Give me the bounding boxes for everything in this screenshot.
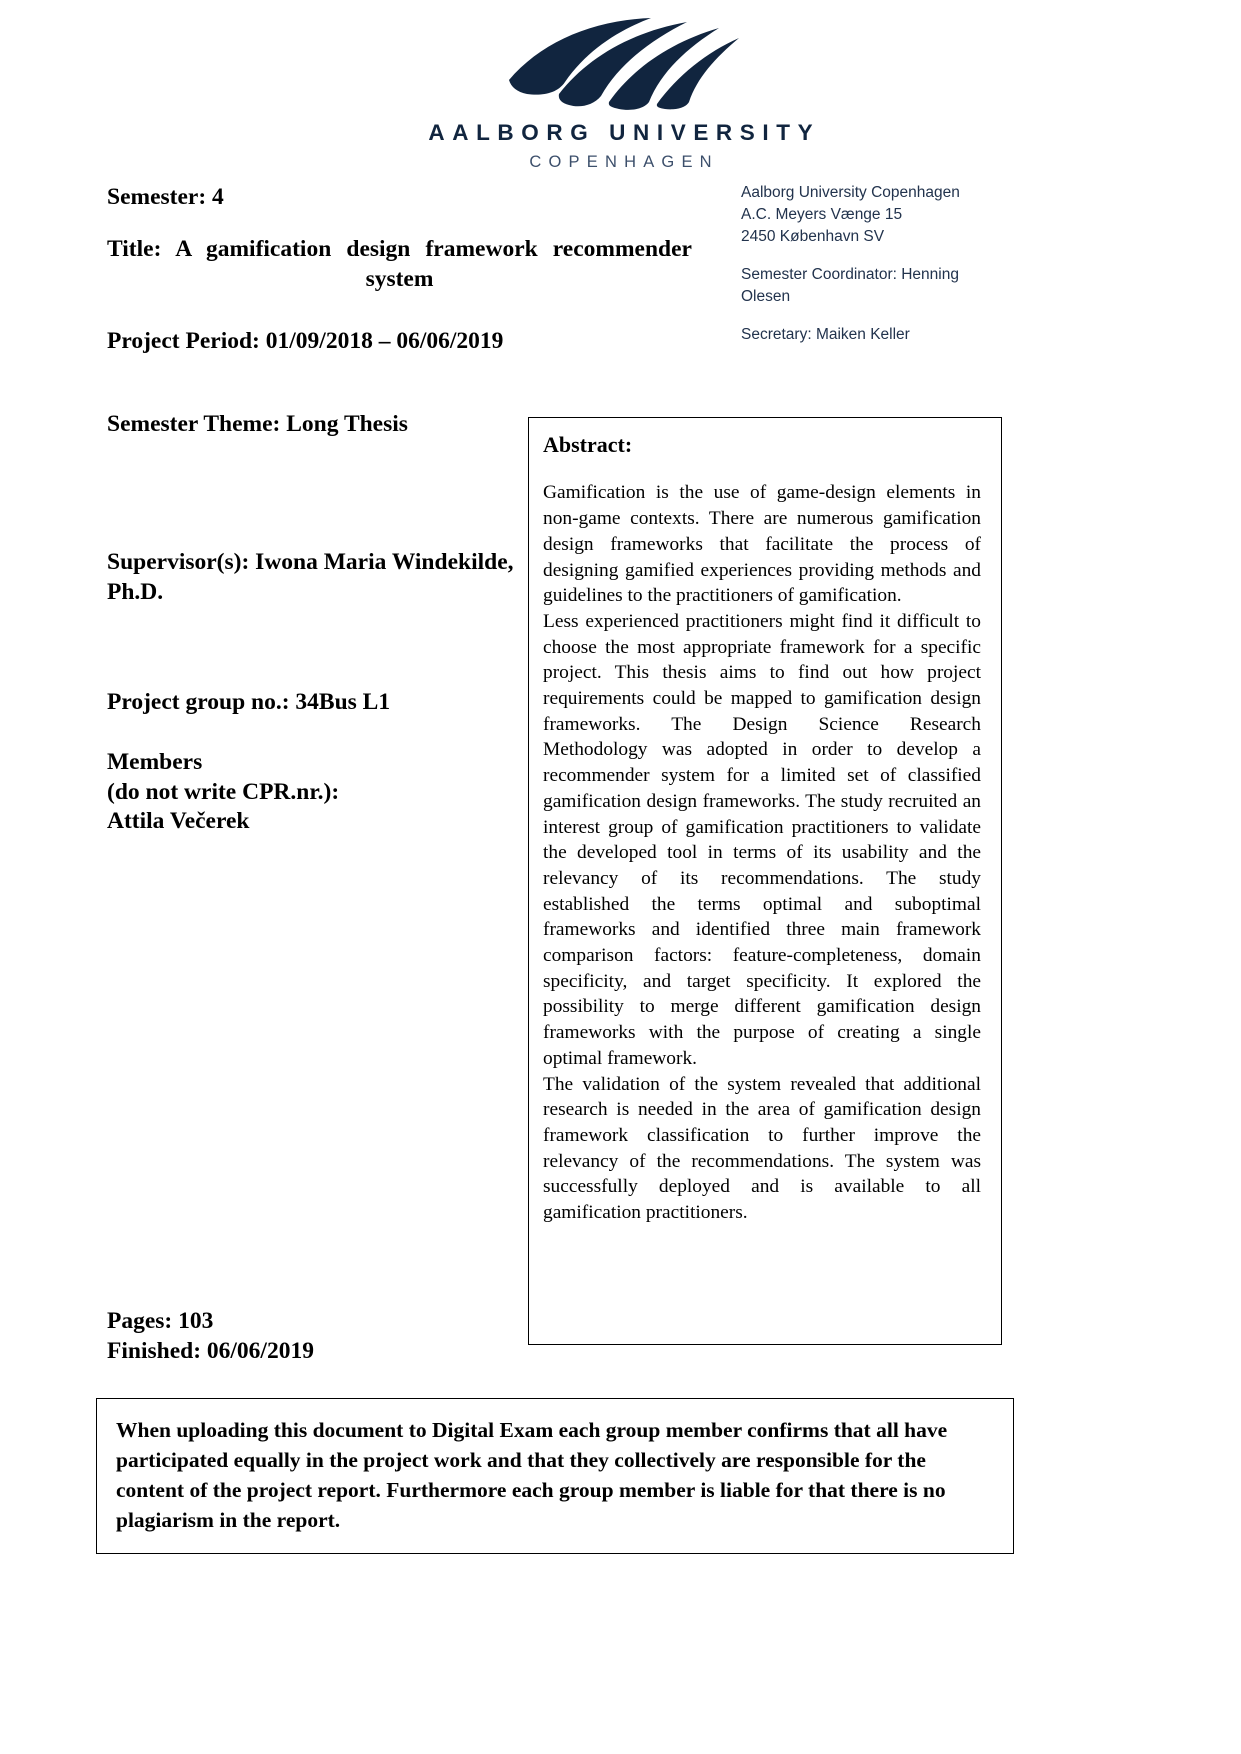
disclaimer-text: When uploading this document to Digital Exam each group member confirms that all have participated equally in the project work and that they collectively are responsible for the content of the project report. Furthermore each group member is liable for that there is no plagiarism in the report. [116,1418,948,1533]
pages-count: Pages: 103 [107,1308,214,1334]
address-street: A.C. Meyers Vænge 15 [741,206,903,223]
finished-date: Finished: 06/06/2019 [107,1337,314,1364]
abstract-heading: Abstract: [543,432,633,457]
abstract-paragraph: Less experienced practitioners might find it difficult to choose the most appropriate framework for a specific project. This thesis aims to find out how project requirements could be mapped to gamification design frameworks. The Design Science Research Methodology was adopted in order to develop a recommender system for a limited set of classified gamification design frameworks. The study recruited an interest group of gamification practitioners to validate the developed tool in terms of its usability and the relevancy of its recommendations. The study established the terms optimal and suboptimal frameworks and identified three main framework comparison factors: feature-completeness, domain specificity, and target specificity. It explored the possibility to merge different gamification design frameworks with the purpose of creating a single optimal framework. [543,610,981,1069]
wordmark-university: AALBORG UNIVERSITY [428,120,821,145]
disclaimer-box [96,1398,1014,1554]
abstract-paragraph: The validation of the system revealed that additional research is needed in the area of gamification design framework classification to further improve the relevancy of the recommendations. The system was successfully deployed and is available to all gamification practitioners. [543,1073,981,1224]
supervisor-field: Supervisor(s): Iwona Maria Windekilde, Ph.D. [107,549,514,605]
project-period-field: Project Period: 01/09/2018 – 06/06/2019 [107,328,504,354]
member-name: Attila Večerek [107,808,250,835]
semester-coordinator-line-2: Olesen [741,288,791,305]
aalborg-swoosh-logo-icon [501,18,741,110]
address-institution: Aalborg University Copenhagen [741,184,960,201]
university-address-block [741,182,1001,346]
members-heading: Members [107,749,203,775]
address-city: 2450 København SV [741,228,885,245]
abstract-paragraph: Gamification is the use of game-design elements in non-game contexts. There are numerous gamification design frameworks that facilitate the process of designing gamified experiences providing methods and guidelines to the practitioners of gamification. [543,482,981,607]
thesis-title: Title: A gamification design framework recommender system [107,236,692,292]
university-logo-header [0,18,1241,170]
semester-field: Semester: 4 [107,184,224,210]
semester-coordinator-line-1: Semester Coordinator: Henning [741,266,959,283]
project-group-field: Project group no.: 34Bus L1 [107,689,391,715]
secretary-line: Secretary: Maiken Keller [741,326,910,343]
wordmark-copenhagen: COPENHAGEN [529,152,719,171]
members-cpr-note: (do not write CPR.nr.): [107,778,340,805]
address-group-secretary [741,324,1001,346]
abstract-box [528,417,1002,1345]
address-group-postal [741,182,1001,248]
abstract-body [543,480,981,1225]
semester-theme-field: Semester Theme: Long Thesis [107,411,408,437]
address-group-coordinator [741,264,1001,308]
